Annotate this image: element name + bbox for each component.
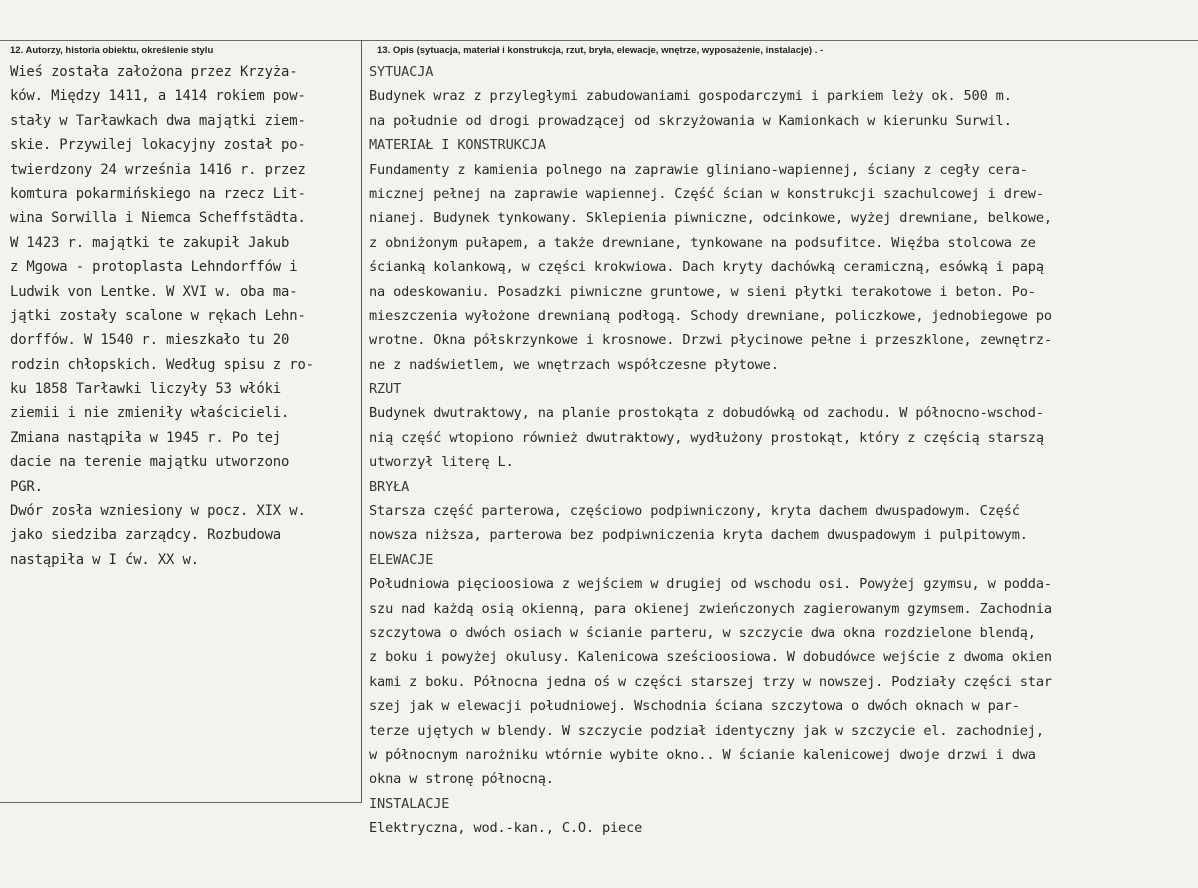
right-column-header: 13. Opis (sytuacja, materiał i konstrukcja, rzut, bryła, elewacje, wnętrze, wyposażenie, instalacje) . - [377,45,824,56]
text-line: jako siedziba zarządcy. Rozbudowa [10,527,282,544]
text-line: micznej pełnej na zaprawie wapiennej. Część ścian w konstrukcji szachulcowej i drew- [369,185,1044,202]
text-line: szu nad każdą osią okienną, para okienej zwieńczonych zagierowanym gzymsem. Zachodnia [369,600,1052,617]
history-column [10,60,362,572]
text-line: wrotne. Okna półskrzynkowe i krosnowe. Drzwi płycinowe pełne i przeszklone, zewnętrz- [369,332,1052,349]
text-line: na południe od drogi prowadzącej od skrzyżowania w Kamionkach w kierunku Surwil. [369,112,1012,129]
text-line: Budynek dwutraktowy, na planie prostokąta z dobudówką od zachodu. W północno-wschod- [369,405,1044,422]
section-heading-sytuacja: SYTUACJA [369,64,434,80]
text-line: nianej. Budynek tynkowany. Sklepienia piwniczne, odcinkowe, wyżej drewniane, belkowe, [369,210,1052,227]
top-rule [0,40,1198,41]
text-line: ścianką kolankową, w części krokwiowa. Dach kryty dachówką ceramiczną, esówką i papą [369,259,1044,276]
left-bottom-rule [0,802,362,803]
text-line: wina Sorwilla i Niemca Scheffstädta. [10,210,306,227]
text-line: mieszczenia wyłożone drewnianą podłogą. Schody drewniane, policzkowe, jednobiegowe po [369,307,1052,324]
section-heading-rzut: RZUT [369,381,402,398]
text-line: z obniżonym pułapem, a także drewniane, tynkowane na podsufitce. Więźba stolcowa ze [369,234,1036,251]
text-line: komtura pokarmińskiego na rzecz Lit- [10,185,306,202]
text-line: skie. Przywilej lokacyjny został po- [10,137,306,154]
text-line: terze ujętych w blendy. W szczycie podział identyczny jak w szczycie el. zachodniej, [369,722,1044,739]
text-line: nastąpiła w I ćw. XX w. [10,551,199,568]
text-line: Południowa pięcioosiowa z wejściem w drugiej od wschodu osi. Powyżej gzymsu, w podda- [369,576,1052,593]
text-line: Budynek wraz z przyległymi zabudowaniami gospodarczymi i parkiem leży ok. 500 m. [369,88,1012,105]
text-line: kami z boku. Północna jedna oś w części starszej trzy w nowszej. Podziały części star [369,673,1052,690]
text-line: nowsza niższa, parterowa bez podpiwniczenia kryta dachem dwuspadowym i pulpitowym. [369,527,1028,544]
text-line: PGR. [10,478,43,495]
text-line: Wieś została założona przez Krzyża- [10,64,298,80]
section-heading-elewacje: ELEWACJE [369,551,434,568]
text-line: z boku i powyżej okulusy. Kalenicowa sześcioosiowa. W dobudówce wejście z dwoma okien [369,649,1052,666]
text-line: ków. Między 1411, a 1414 rokiem pow- [10,88,306,105]
text-line: szej jak w elewacji południowej. Wschodnia ściana szczytowa o dwóch oknach w par- [369,698,1020,715]
text-line: Dwór zosła wzniesiony w pocz. XIX w. [10,503,306,520]
text-line: ziemii i nie zmieniły właścicieli. [10,405,290,422]
text-line: ku 1858 Tarławki liczyły 53 włóki [10,381,282,398]
section-heading-instalacje: INSTALACJE [369,795,450,812]
text-line: Fundamenty z kamienia polnego na zaprawie gliniano-wapiennej, ściany z cegły cera- [369,161,1028,178]
text-line: twierdzony 24 września 1416 r. przez [10,161,306,178]
text-line: dorffów. W 1540 r. mieszkało tu 20 [10,332,290,349]
text-line: jątki zostały scalone w rękach Lehn- [10,307,306,324]
section-heading-material: MATERIAŁ I KONSTRUKCJA [369,137,546,154]
text-line: rodzin chłopskich. Według spisu z ro- [10,356,314,373]
text-line: w północnym narożniku wtórnie wybite okno.. W ścianie kalenicowej dwoje drzwi i dwa [369,746,1036,763]
text-line: dacie na terenie majątku utworzono [10,454,290,471]
text-line: W 1423 r. majątki te zakupił Jakub [10,234,290,251]
description-column [369,60,1198,841]
text-line: okna w stronę północną. [369,771,554,788]
section-heading-bryla: BRYŁA [369,478,410,495]
text-line: z Mgowa - protoplasta Lehndorffów i [10,259,298,276]
text-line: Zmiana nastąpiła w 1945 r. Po tej [10,429,282,446]
text-line: ne z nadświetlem, we wnętrzach współczesne płytowe. [369,356,779,373]
text-line: szczytowa o dwóch osiach w ścianie parteru, w szczycie dwa okna rozdzielone blendą, [369,624,1036,641]
text-line: utworzył literę L. [369,454,514,471]
text-line: nią część wtopiono również dwutraktowy, wydłużony prostokąt, który z częścią starszą [369,429,1044,446]
text-line: na odeskowaniu. Posadzki piwniczne gruntowe, w sieni płytki terakotowe i beton. Po- [369,283,1036,300]
left-column-header: 12. Autorzy, historia obiektu, określenie stylu [10,45,214,56]
text-line: Starsza część parterowa, częściowo podpiwniczony, kryta dachem dwuspadowym. Część [369,503,1020,520]
text-line: Elektryczna, wod.-kan., C.O. piece [369,820,643,837]
text-line: stały w Tarławkach dwa majątki ziem- [10,112,306,129]
text-line: Ludwik von Lentke. W XVI w. oba ma- [10,283,298,300]
